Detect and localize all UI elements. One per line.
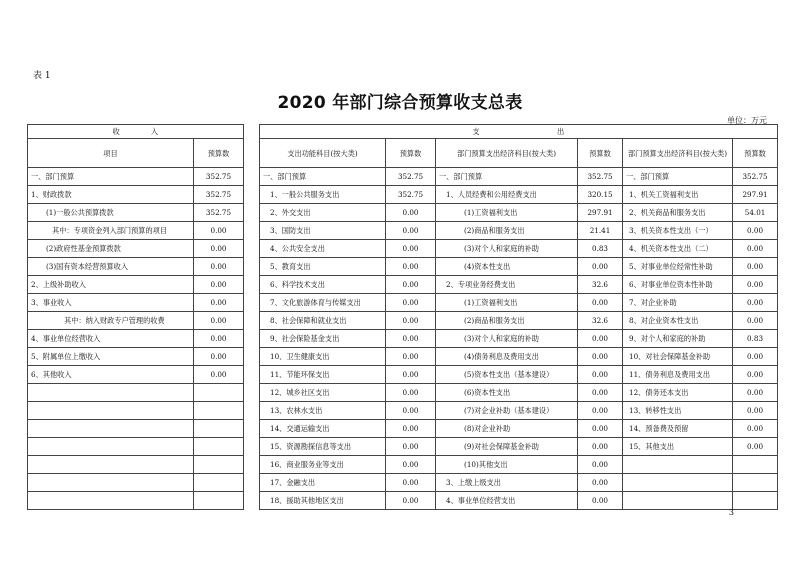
table-row	[28, 222, 778, 240]
func-value: 352.75	[386, 168, 436, 186]
table-gap	[244, 402, 260, 420]
income-value: 0.00	[194, 294, 244, 312]
income-value: 0.00	[194, 312, 244, 330]
dept-econ-value: 0.00	[578, 294, 623, 312]
table-row	[28, 312, 778, 330]
dept-econ-value: 320.15	[578, 186, 623, 204]
income-item	[28, 420, 194, 438]
gov-econ-value	[733, 456, 778, 474]
func-value: 0.00	[386, 438, 436, 456]
income-item: 2、上级补助收入	[28, 276, 194, 294]
table-row	[28, 420, 778, 438]
gov-econ-value: 0.00	[733, 294, 778, 312]
dept-econ-item: 1、人员经费和公用经费支出	[436, 186, 578, 204]
func-value: 0.00	[386, 204, 436, 222]
table-gap	[244, 240, 260, 258]
income-value	[194, 474, 244, 492]
income-value	[194, 438, 244, 456]
gov-econ-value	[733, 474, 778, 492]
func-value: 0.00	[386, 312, 436, 330]
func-item: 5、教育支出	[260, 258, 386, 276]
dept-econ-item: (4)资本性支出	[436, 258, 578, 276]
gov-econ-item	[623, 492, 733, 510]
dept-econ-value: 0.00	[578, 438, 623, 456]
unit-label: 单位：万元	[727, 116, 767, 125]
table-gap	[244, 384, 260, 402]
func-item: 10、卫生健康支出	[260, 348, 386, 366]
table-row	[28, 294, 778, 312]
expense-header: 支 出	[260, 125, 778, 139]
gov-econ-value: 0.00	[733, 276, 778, 294]
dept-econ-item: 4、事业单位经营支出	[436, 492, 578, 510]
func-value: 0.00	[386, 402, 436, 420]
func-item: 6、科学技术支出	[260, 276, 386, 294]
dept-econ-item: 3、上缴上级支出	[436, 474, 578, 492]
func-item: 14、交通运输支出	[260, 420, 386, 438]
dept-econ-value: 0.00	[578, 330, 623, 348]
table-gap	[244, 125, 260, 139]
gov-econ-value: 0.00	[733, 258, 778, 276]
table-row	[28, 348, 778, 366]
budget-summary-table	[27, 124, 778, 510]
dept-econ-item: (6)资本性支出	[436, 384, 578, 402]
income-item	[28, 438, 194, 456]
table-row	[28, 384, 778, 402]
func-value: 0.00	[386, 294, 436, 312]
income-value	[194, 456, 244, 474]
table-gap	[244, 222, 260, 240]
income-item: 1、财政拨款	[28, 186, 194, 204]
table-gap	[244, 366, 260, 384]
func-value: 0.00	[386, 276, 436, 294]
gov-econ-value: 0.00	[733, 402, 778, 420]
income-value: 0.00	[194, 258, 244, 276]
col-budget-dept: 预算数	[578, 139, 623, 168]
dept-econ-item: (2)商品和服务支出	[436, 222, 578, 240]
dept-econ-item: 2、专项业务经费支出	[436, 276, 578, 294]
func-item: 2、外交支出	[260, 204, 386, 222]
func-item: 11、节能环保支出	[260, 366, 386, 384]
table-gap	[244, 438, 260, 456]
income-item: 6、其他收入	[28, 366, 194, 384]
gov-econ-item: 4、机关资本性支出（二）	[623, 240, 733, 258]
dept-econ-value: 0.00	[578, 492, 623, 510]
income-item	[28, 492, 194, 510]
func-item: 一、部门预算	[260, 168, 386, 186]
table-row	[28, 330, 778, 348]
func-item: 9、社会保险基金支出	[260, 330, 386, 348]
header-row-group	[28, 125, 778, 139]
dept-econ-item: 一、部门预算	[436, 168, 578, 186]
table-gap	[244, 348, 260, 366]
income-item: 4、事业单位经营收入	[28, 330, 194, 348]
table-gap	[244, 330, 260, 348]
table-gap	[244, 168, 260, 186]
gov-econ-value: 54.01	[733, 204, 778, 222]
table-row	[28, 492, 778, 510]
table-gap	[244, 312, 260, 330]
income-item: (2)政府性基金预算拨款	[28, 240, 194, 258]
gov-econ-item: 3、机关资本性支出（一）	[623, 222, 733, 240]
func-value: 0.00	[386, 420, 436, 438]
table-gap	[244, 139, 260, 168]
gov-econ-item: 8、对企业资本性支出	[623, 312, 733, 330]
gov-econ-value: 0.00	[733, 222, 778, 240]
func-item: 18、援助其他地区支出	[260, 492, 386, 510]
gov-econ-item: 9、对个人和家庭的补助	[623, 330, 733, 348]
col-dept-econ: 部门预算支出经济科目(按大类)	[436, 139, 578, 168]
func-item: 15、资源勘探信息等支出	[260, 438, 386, 456]
income-value: 352.75	[194, 168, 244, 186]
dept-econ-value: 0.83	[578, 240, 623, 258]
table-row	[28, 168, 778, 186]
income-value	[194, 402, 244, 420]
income-item: 其中：纳入财政专户管理的收费	[28, 312, 194, 330]
income-value: 352.75	[194, 204, 244, 222]
func-item: 3、国防支出	[260, 222, 386, 240]
func-item: 7、文化旅游体育与传媒支出	[260, 294, 386, 312]
dept-econ-value: 297.91	[578, 204, 623, 222]
gov-econ-item: 5、对事业单位经常性补助	[623, 258, 733, 276]
func-item: 8、社会保障和就业支出	[260, 312, 386, 330]
func-item: 4、公共安全支出	[260, 240, 386, 258]
dept-econ-value: 0.00	[578, 258, 623, 276]
gov-econ-value: 0.00	[733, 420, 778, 438]
income-item: (1)一般公共预算拨款	[28, 204, 194, 222]
dept-econ-value: 0.00	[578, 366, 623, 384]
gov-econ-value: 0.00	[733, 438, 778, 456]
income-item	[28, 384, 194, 402]
func-value: 0.00	[386, 348, 436, 366]
income-value	[194, 420, 244, 438]
gov-econ-item: 6、对事业单位资本性补助	[623, 276, 733, 294]
func-value: 0.00	[386, 384, 436, 402]
income-value	[194, 492, 244, 510]
dept-econ-value: 0.00	[578, 420, 623, 438]
income-value: 0.00	[194, 330, 244, 348]
table-gap	[244, 456, 260, 474]
func-item: 1、一般公共服务支出	[260, 186, 386, 204]
gov-econ-value: 0.00	[733, 366, 778, 384]
gov-econ-value: 297.91	[733, 186, 778, 204]
gov-econ-item: 12、债务还本支出	[623, 384, 733, 402]
income-item: 一、部门预算	[28, 168, 194, 186]
func-item: 12、城乡社区支出	[260, 384, 386, 402]
func-value: 0.00	[386, 474, 436, 492]
dept-econ-value: 352.75	[578, 168, 623, 186]
gov-econ-item: 7、对企业补助	[623, 294, 733, 312]
dept-econ-item: (1)工资福利支出	[436, 204, 578, 222]
gov-econ-item	[623, 474, 733, 492]
dept-econ-value: 0.00	[578, 456, 623, 474]
table-row	[28, 186, 778, 204]
income-item: (3)国有资本经营预算收入	[28, 258, 194, 276]
table-gap	[244, 258, 260, 276]
income-value	[194, 384, 244, 402]
dept-econ-item: (9)对社会保障基金补助	[436, 438, 578, 456]
header-row-columns	[28, 139, 778, 168]
gov-econ-item: 1、机关工资福利支出	[623, 186, 733, 204]
func-item: 16、商业服务业等支出	[260, 456, 386, 474]
table-row	[28, 438, 778, 456]
table-row	[28, 456, 778, 474]
gov-econ-value: 0.00	[733, 348, 778, 366]
table-gap	[244, 276, 260, 294]
income-item	[28, 474, 194, 492]
table-row	[28, 276, 778, 294]
table-row	[28, 240, 778, 258]
func-value: 0.00	[386, 456, 436, 474]
gov-econ-value: 0.00	[733, 384, 778, 402]
table-gap	[244, 420, 260, 438]
dept-econ-item: (3)对个人和家庭的补助	[436, 330, 578, 348]
col-budget-func: 预算数	[386, 139, 436, 168]
income-item: 3、事业收入	[28, 294, 194, 312]
income-value: 0.00	[194, 348, 244, 366]
dept-econ-item: (3)对个人和家庭的补助	[436, 240, 578, 258]
table-row	[28, 402, 778, 420]
income-value: 0.00	[194, 240, 244, 258]
col-func: 支出功能科目(按大类)	[260, 139, 386, 168]
func-value: 0.00	[386, 330, 436, 348]
income-value: 0.00	[194, 366, 244, 384]
func-value: 0.00	[386, 240, 436, 258]
table-number: 表 1	[33, 71, 51, 81]
gov-econ-item: 10、对社会保障基金补助	[623, 348, 733, 366]
gov-econ-item: 11、债务利息及费用支出	[623, 366, 733, 384]
table-row	[28, 366, 778, 384]
page-number: 3	[728, 508, 734, 517]
dept-econ-value: 0.00	[578, 474, 623, 492]
dept-econ-value: 0.00	[578, 348, 623, 366]
page-title: 2020 年部门综合预算收支总表	[277, 93, 523, 113]
dept-econ-item: (7)对企业补助（基本建设）	[436, 402, 578, 420]
table-gap	[244, 294, 260, 312]
func-value: 0.00	[386, 258, 436, 276]
income-value: 352.75	[194, 186, 244, 204]
income-item	[28, 402, 194, 420]
gov-econ-value: 0.00	[733, 240, 778, 258]
table-row	[28, 258, 778, 276]
col-gov-econ: 部门预算支出经济科目(按大类)	[623, 139, 733, 168]
gov-econ-value: 0.83	[733, 330, 778, 348]
gov-econ-item: 2、机关商品和服务支出	[623, 204, 733, 222]
func-value: 0.00	[386, 222, 436, 240]
table-gap	[244, 492, 260, 510]
dept-econ-item: (1)工资福利支出	[436, 294, 578, 312]
func-value: 0.00	[386, 366, 436, 384]
gov-econ-item	[623, 456, 733, 474]
income-item: 其中：专项资金列入部门预算的项目	[28, 222, 194, 240]
gov-econ-item: 14、预备费及预留	[623, 420, 733, 438]
dept-econ-value: 0.00	[578, 384, 623, 402]
income-item: 5、附属单位上缴收入	[28, 348, 194, 366]
dept-econ-value: 32.6	[578, 312, 623, 330]
col-budget-gov: 预算数	[733, 139, 778, 168]
income-value: 0.00	[194, 222, 244, 240]
gov-econ-item: 一、部门预算	[623, 168, 733, 186]
dept-econ-item: (8)对企业补助	[436, 420, 578, 438]
gov-econ-value: 0.00	[733, 312, 778, 330]
table-row	[28, 204, 778, 222]
income-value: 0.00	[194, 276, 244, 294]
table-gap	[244, 474, 260, 492]
dept-econ-item: (4)债务利息及费用支出	[436, 348, 578, 366]
dept-econ-value: 32.6	[578, 276, 623, 294]
dept-econ-item: (2)商品和服务支出	[436, 312, 578, 330]
func-value: 352.75	[386, 186, 436, 204]
gov-econ-value: 352.75	[733, 168, 778, 186]
dept-econ-item: (5)资本性支出（基本建设）	[436, 366, 578, 384]
dept-econ-value: 21.41	[578, 222, 623, 240]
dept-econ-item: (10)其他支出	[436, 456, 578, 474]
gov-econ-item: 13、转移性支出	[623, 402, 733, 420]
table-row	[28, 474, 778, 492]
gov-econ-value	[733, 492, 778, 510]
income-header: 收 入	[28, 125, 244, 139]
col-budget-income: 预算数	[194, 139, 244, 168]
col-item: 项目	[28, 139, 194, 168]
table-gap	[244, 204, 260, 222]
income-item	[28, 456, 194, 474]
gov-econ-item: 15、其他支出	[623, 438, 733, 456]
table-gap	[244, 186, 260, 204]
func-value: 0.00	[386, 492, 436, 510]
dept-econ-value: 0.00	[578, 402, 623, 420]
func-item: 17、金融支出	[260, 474, 386, 492]
func-item: 13、农林水支出	[260, 402, 386, 420]
